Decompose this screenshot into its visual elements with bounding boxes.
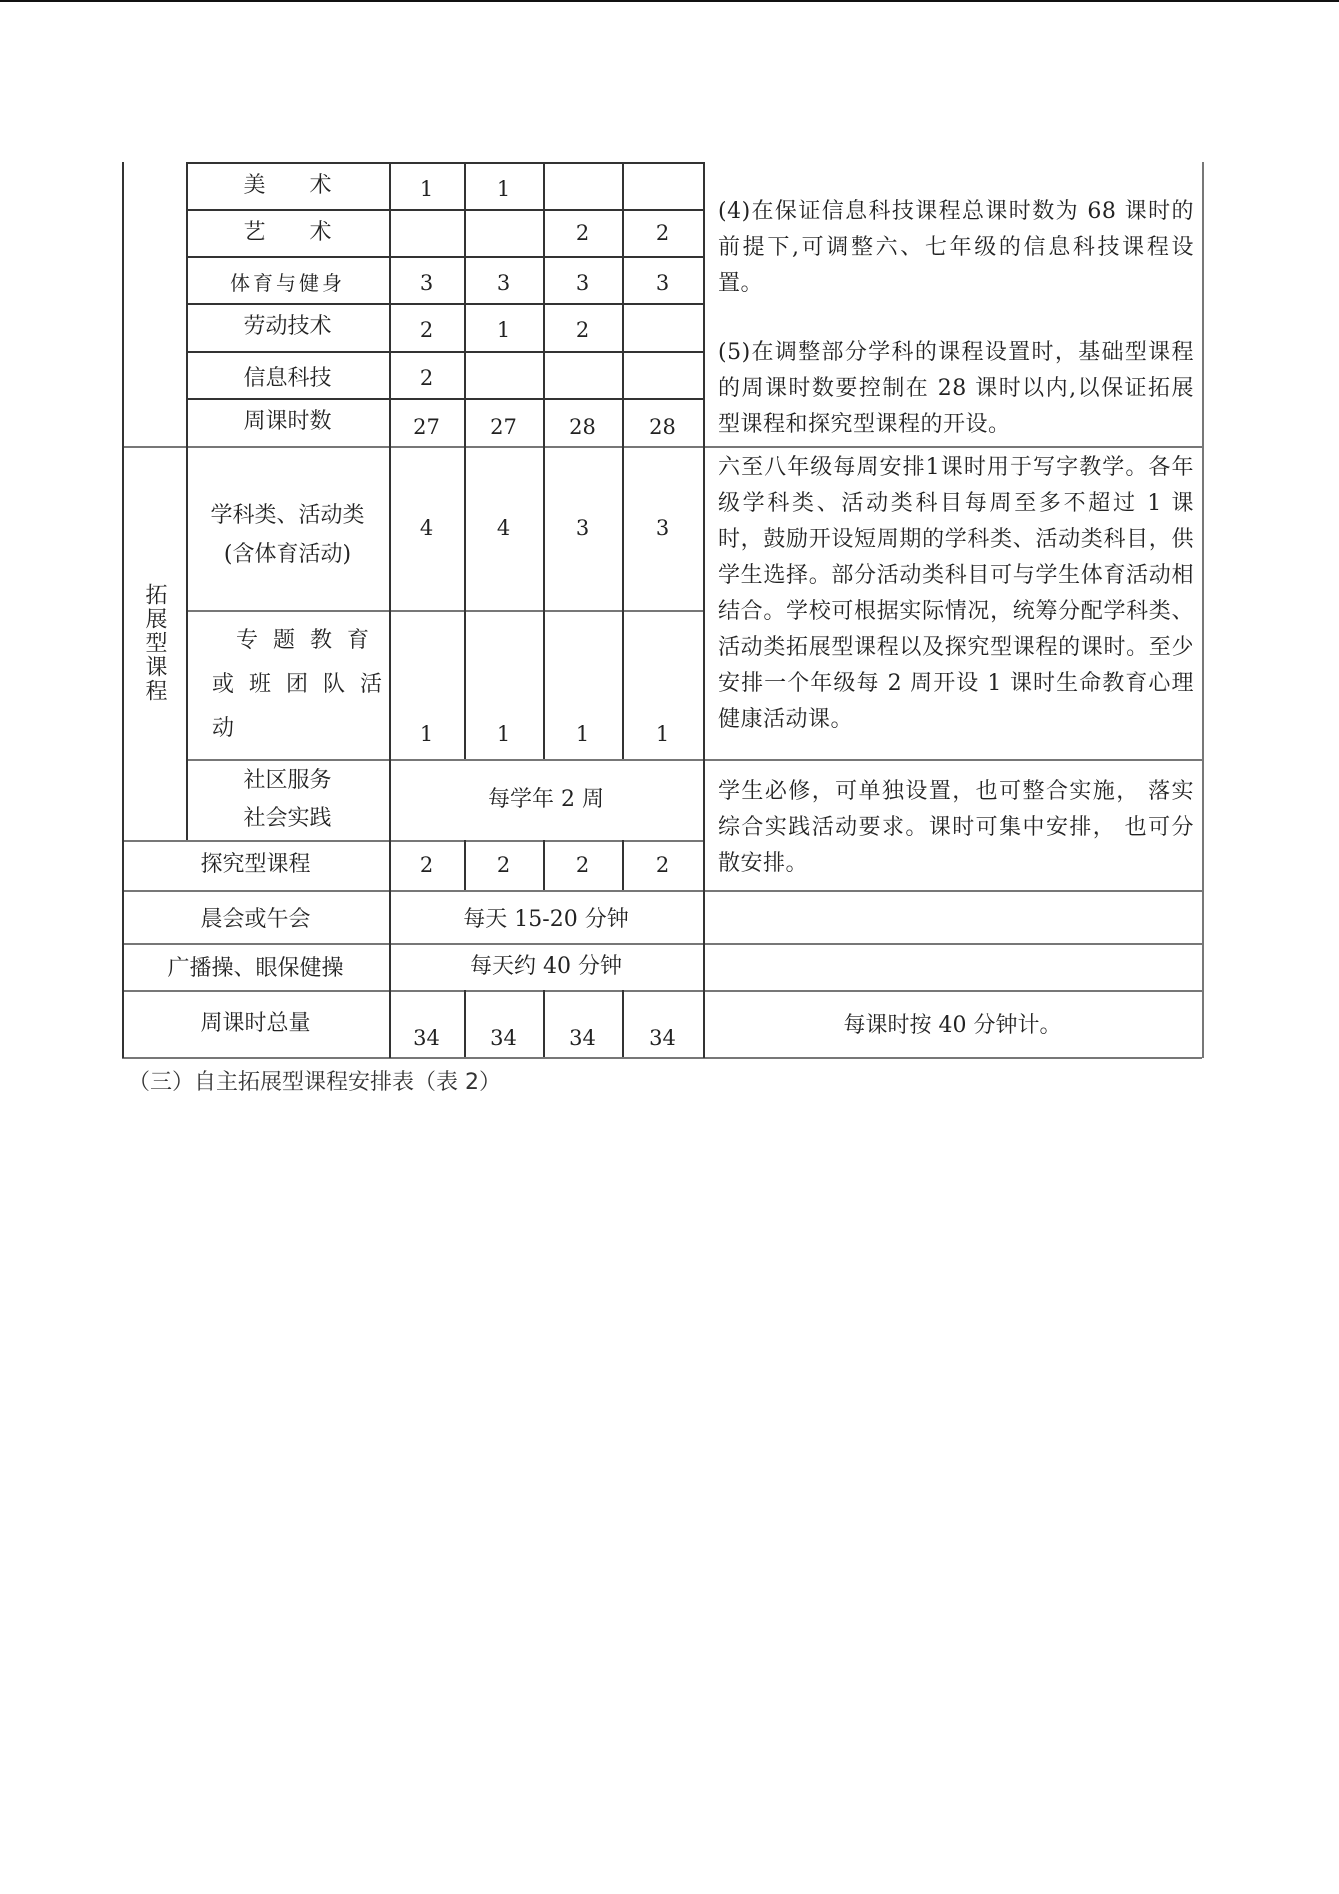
hours-cell: 2 <box>419 318 434 342</box>
weekly-hours-label: 周课时数 <box>243 409 332 434</box>
hours-cell <box>464 209 543 256</box>
subject-line: (含体育活动) <box>223 542 352 567</box>
subject-line: 社会实践 <box>243 805 332 831</box>
morning-meeting-value: 每天 15-20 分钟 <box>463 906 629 932</box>
subject-line: 学科类、活动类 <box>210 503 365 528</box>
hours-cell: 34 <box>413 1026 440 1050</box>
hours-cell: 2 <box>655 853 670 877</box>
hours-cell: 1 <box>496 722 511 746</box>
extended-note: 六至八年级每周安排1课时用于写字教学。各年级学科类、活动类科目每周至多不超过 1 课时，鼓励开设短周期的学科类、活动类科目，供学生选择。部分活动类科目可与学生体育活动相结合。学校可根据实际情况，统筹分配学科类、活动类拓展型课程以及探究型课程的课时。至少安排一个年级每 2 周开设 1 课时生命教育心理健康活动课。 <box>718 455 1194 732</box>
hours-cell: 1 <box>419 722 434 746</box>
table-line <box>1202 162 1204 1058</box>
subject-line: 动 <box>212 715 239 741</box>
hours-cell: 3 <box>655 516 670 540</box>
subject-cell: 艺 术 <box>243 219 332 245</box>
community-service-cell <box>186 759 389 840</box>
hours-cell: 28 <box>649 415 676 439</box>
subject-line: 社区服务 <box>243 767 332 793</box>
morning-meeting-label: 晨会或午会 <box>200 906 311 932</box>
total-note: 每课时按 40 分钟计。 <box>843 1012 1062 1038</box>
subject-line: 专 题 教 育 <box>236 627 373 653</box>
hours-cell: 1 <box>496 318 511 342</box>
weekly-total-label: 周课时总量 <box>200 1010 311 1036</box>
hours-cell: 3 <box>496 270 511 295</box>
hours-cell: 27 <box>413 415 440 439</box>
hours-cell: 4 <box>496 516 511 540</box>
hours-cell: 3 <box>575 270 590 295</box>
table-line <box>122 1057 1202 1059</box>
subject-line: 或 班 团 队 活 <box>212 671 386 697</box>
inquiry-note: 学生必修，可单独设置，也可整合实施， 落实综合实践活动要求。课时可集中安排， 也可分散安排。 <box>718 779 1194 876</box>
hours-cell: 2 <box>575 853 590 877</box>
hours-cell: 2 <box>575 220 590 245</box>
basic-note-4: (4)在保证信息科技课程总课时数为 68 课时的前提下,可调整六、七年级的信息科技课程设置。 <box>718 199 1194 296</box>
hours-cell <box>389 209 464 256</box>
extended-course-label: 拓展型课程 <box>142 583 167 703</box>
subject-cell: 劳动技术 <box>243 314 332 339</box>
hours-cell <box>622 162 703 209</box>
exercise-value: 每天约 40 分钟 <box>470 953 622 979</box>
page-top-border <box>0 0 1339 2</box>
hours-cell: 1 <box>496 176 511 201</box>
extended-course-category <box>122 446 186 840</box>
hours-cell: 1 <box>419 176 434 201</box>
hours-cell <box>622 351 703 398</box>
section-caption: （三）自主拓展型课程安排表（表 2） <box>128 1070 501 1095</box>
hours-cell <box>622 303 703 351</box>
subject-cell <box>186 446 389 610</box>
hours-cell: 2 <box>575 318 590 342</box>
hours-cell: 3 <box>575 516 590 540</box>
subject-cell: 体育与健身 <box>230 270 345 295</box>
hours-cell: 4 <box>419 516 434 540</box>
hours-cell <box>543 162 622 209</box>
hours-cell: 2 <box>419 365 434 390</box>
subject-cell <box>186 610 389 759</box>
hours-cell: 28 <box>569 415 596 439</box>
community-service-value: 每学年 2 周 <box>488 786 604 812</box>
subject-cell: 美 术 <box>243 172 332 198</box>
hours-cell: 1 <box>575 722 590 746</box>
basic-note-5: (5)在调整部分学科的课程设置时，基础型课程的周课时数要控制在 28 课时以内,以保证拓展型课程和探究型课程的开设。 <box>718 340 1194 437</box>
hours-cell: 27 <box>490 415 517 439</box>
hours-cell: 3 <box>655 270 670 295</box>
hours-cell: 1 <box>655 722 670 746</box>
hours-cell: 34 <box>490 1026 517 1050</box>
exercise-label: 广播操、眼保健操 <box>167 955 344 981</box>
subject-cell: 信息科技 <box>243 365 332 391</box>
hours-cell: 2 <box>655 220 670 245</box>
hours-cell <box>543 351 622 398</box>
inquiry-course-label: 探究型课程 <box>200 852 311 877</box>
hours-cell: 2 <box>496 853 511 877</box>
hours-cell: 34 <box>649 1026 676 1050</box>
hours-cell: 3 <box>419 270 434 295</box>
hours-cell: 2 <box>419 853 434 877</box>
hours-cell <box>464 351 543 398</box>
hours-cell: 34 <box>569 1026 596 1050</box>
